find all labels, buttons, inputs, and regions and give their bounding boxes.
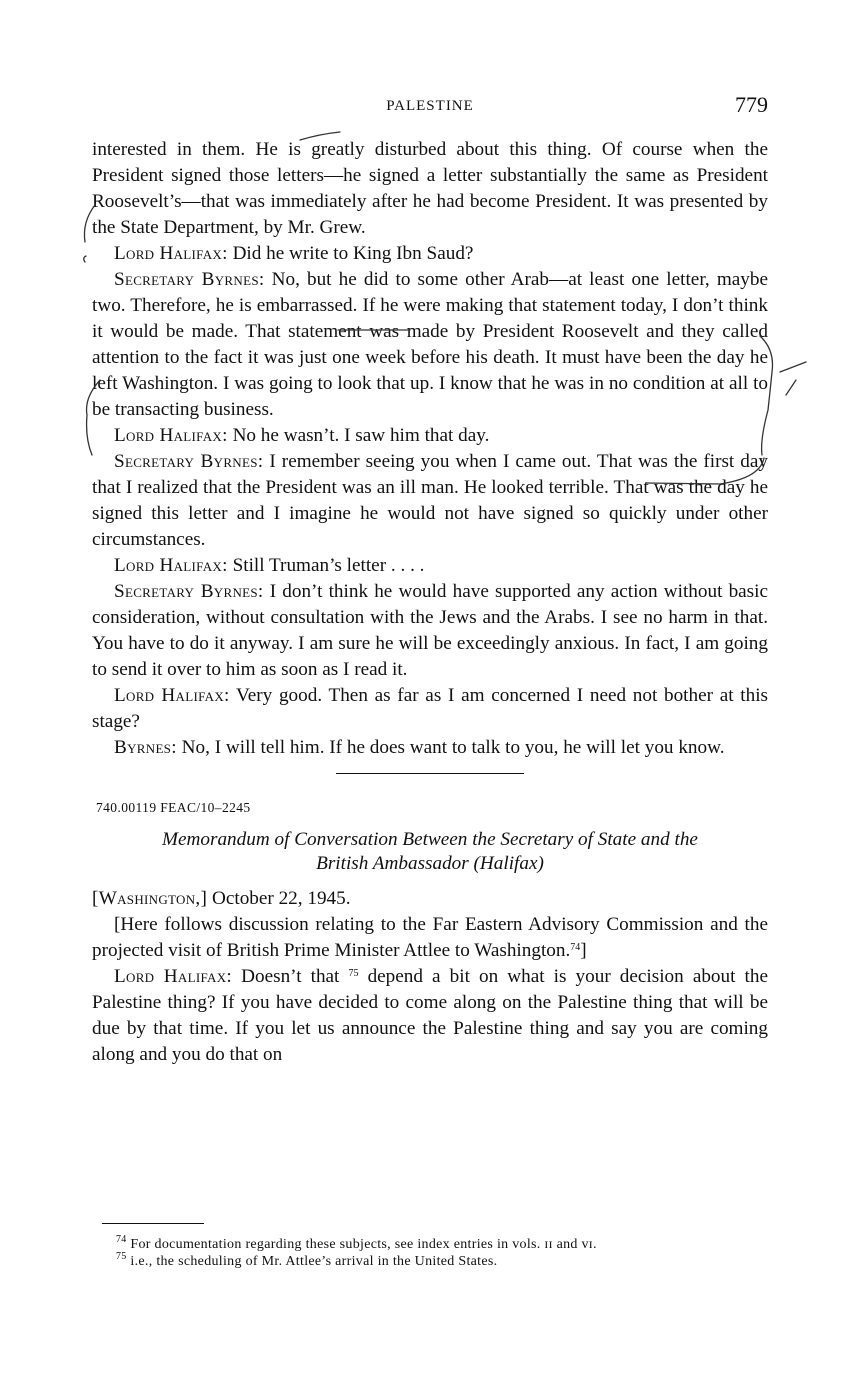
speech-text: Did he write to King Ibn Saud? — [227, 243, 474, 264]
page-header — [92, 94, 768, 122]
dateline-place: [Washington,] — [92, 888, 208, 909]
editorial-note — [92, 912, 768, 964]
transcript-paragraph — [92, 553, 768, 579]
speaker-label: Lord Halifax: — [114, 243, 228, 264]
speaker-label: Secretary Byrnes: — [114, 451, 264, 472]
running-head: PALESTINE — [386, 98, 474, 114]
speaker-label: Secretary Byrnes: — [114, 581, 264, 602]
footnote-mark: 74 — [116, 1234, 127, 1245]
footnote-ref-74: 74 — [570, 942, 581, 953]
document-reference: 740.00119 FEAC/10–2245 — [96, 800, 251, 815]
speech-text: Doesn’t that — [232, 966, 349, 987]
speech-text: I don’t think he would have supported any action without basic consideration, without consultation with the Jews and the Arabs. I see no harm in that. You have to do it anyway. I am sure he will be exceedingly anxious. In fact, I am going to send it over to him as soon as I read it. — [92, 581, 768, 680]
page-body — [92, 137, 768, 1068]
margin-tick — [84, 256, 86, 262]
margin-stroke — [786, 380, 796, 395]
memo-title-line-1: Memorandum of Conversation Between the Secretary of State and the — [162, 829, 698, 850]
transcript-paragraph — [92, 137, 768, 241]
footnote-text: i.e., the scheduling of Mr. Attlee’s arrival in the United States. — [126, 1254, 498, 1269]
footnote-mark: 75 — [116, 1251, 127, 1262]
conversation-transcript — [92, 137, 768, 761]
transcript-paragraph — [92, 683, 768, 735]
transcript-paragraph — [92, 423, 768, 449]
editorial-note-text: [Here follows discussion relating to the Far Eastern Advisory Commission and the projected visit of British Prime Minister Attlee to Washington. — [92, 914, 768, 961]
speech-text: depend a bit on what is your decision about the Palestine thing? If you have decided to come along on the Palestine thing that will be due by that time. If you let us announce the Palestine thing and say you are coming along and you do that on — [92, 966, 768, 1065]
margin-stroke — [780, 362, 806, 372]
transcript-paragraph — [92, 241, 768, 267]
speaker-label: Lord Halifax: — [114, 555, 228, 576]
speech-text: Still Truman’s letter . . . . — [227, 555, 425, 576]
transcript-paragraph — [92, 267, 768, 423]
speaker-label: Lord Halifax: — [114, 966, 233, 987]
speaker-label: Secretary Byrnes: — [114, 269, 265, 290]
page-number: 779 — [735, 92, 768, 117]
footnote-rule — [102, 1223, 204, 1224]
footnote-text: For documentation regarding these subjects, see index entries in vols. ɪɪ and ᴠɪ. — [126, 1237, 597, 1252]
dateline — [92, 886, 768, 912]
halifax-paragraph — [92, 964, 768, 1068]
speech-text: No, I will tell him. If he does want to talk to you, he will let you know. — [176, 737, 725, 758]
transcript-paragraph — [92, 449, 768, 553]
speaker-label: Lord Halifax: — [114, 685, 230, 706]
speaker-label: Lord Halifax: — [114, 425, 228, 446]
footnote-ref-75: 75 — [348, 968, 359, 979]
memo-title — [92, 828, 768, 876]
speech-text: interested in them. He is greatly disturbed about this thing. Of course when the President signed those letters—he signed a letter substantially the same as President Roosevelt’s—that was immediately after he had become President. It was presented by the State Department, by Mr. Grew. — [92, 139, 768, 238]
speaker-label: Byrnes: — [114, 737, 177, 758]
speech-text: No, but he did to some other Arab—at least one letter, maybe two. Therefore, he is embarrassed. If he were making that statement today, I don’t think it would be made. That statement was made by President Roosevelt and they called attention to the fact it was just one week before his death. It must have been the day he left Washington. I was going to look that up. I know that he was in no condition at all to be transacting business. — [92, 269, 769, 420]
speech-text: Very good. Then as far as I am concerned I need not bother at this stage? — [92, 685, 768, 732]
memo-title-line-2: British Ambassador (Halifax) — [316, 853, 544, 874]
speech-text: No he wasn’t. I saw him that day. — [227, 425, 490, 446]
speech-text: I remember seeing you when I came out. That was the first day that I realized that the President was an ill man. He looked terrible. That was the day he signed this letter and I imagine he would not have signed so quickly under other circumstances. — [92, 451, 768, 550]
transcript-paragraph — [92, 735, 768, 761]
transcript-paragraph — [92, 579, 768, 683]
section-divider — [336, 773, 524, 774]
footnotes — [98, 1236, 768, 1270]
editorial-note-close: ] — [580, 940, 587, 961]
footnote — [98, 1236, 768, 1253]
footnote — [98, 1253, 768, 1270]
dateline-date: October 22, 1945. — [207, 888, 351, 909]
